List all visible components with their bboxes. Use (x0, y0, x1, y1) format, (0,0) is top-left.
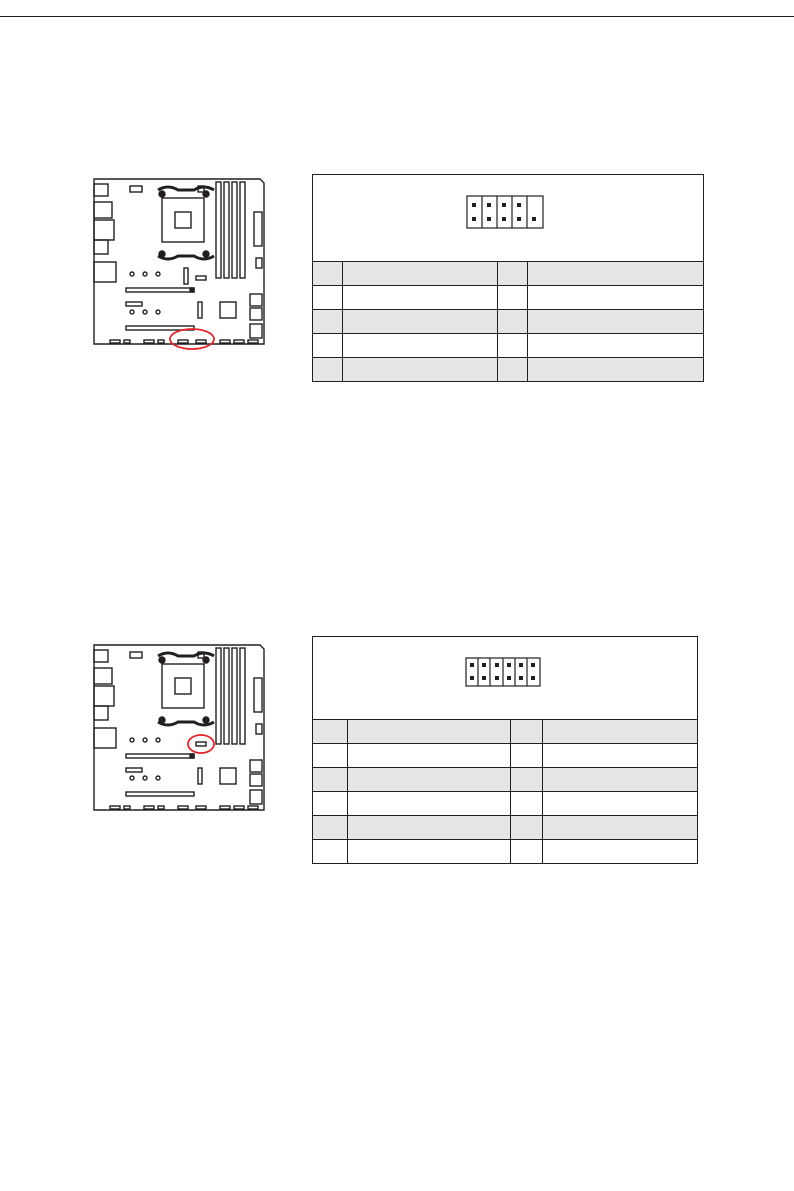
pin-number-cell (510, 839, 542, 863)
motherboard-layout-image (90, 176, 266, 352)
signal-name-cell (542, 719, 697, 743)
pinout-grid (313, 719, 697, 864)
motherboard-diagram (90, 176, 266, 352)
pin-header-icon (465, 657, 541, 687)
pin-number-cell (497, 309, 527, 333)
signal-name-cell (542, 743, 697, 767)
pin-number-cell (313, 333, 342, 357)
pinout-table (312, 636, 698, 864)
signal-name-cell (527, 357, 703, 381)
pinout-table (312, 174, 704, 382)
pin-number-cell (313, 839, 347, 863)
table-row (313, 791, 697, 815)
table-row (313, 839, 697, 863)
pin-number-cell (313, 791, 347, 815)
table-row (313, 815, 697, 839)
pin-header-icon (466, 195, 544, 229)
connector-header (313, 637, 697, 711)
signal-name-cell (342, 357, 497, 381)
pin-number-cell (510, 719, 542, 743)
pin-number-cell (313, 767, 347, 791)
pin-number-cell (497, 357, 527, 381)
signal-name-cell (542, 791, 697, 815)
pin-number-cell (313, 719, 347, 743)
table-row (313, 743, 697, 767)
pin-number-cell (313, 357, 342, 381)
pin-number-cell (313, 815, 347, 839)
pin-number-cell (497, 261, 527, 285)
signal-name-cell (527, 261, 703, 285)
pin-number-cell (313, 309, 342, 333)
table-row (313, 309, 703, 333)
pin-number-cell (510, 743, 542, 767)
signal-name-cell (542, 767, 697, 791)
table-row (313, 767, 697, 791)
pin-number-cell (497, 333, 527, 357)
table-row (313, 333, 703, 357)
signal-name-cell (347, 815, 510, 839)
signal-name-cell (342, 309, 497, 333)
table-row (313, 285, 703, 309)
signal-name-cell (342, 261, 497, 285)
table-row (313, 261, 703, 285)
signal-name-cell (347, 767, 510, 791)
signal-name-cell (527, 333, 703, 357)
pin-number-cell (313, 285, 342, 309)
signal-name-cell (542, 839, 697, 863)
signal-name-cell (347, 743, 510, 767)
pin-number-cell (510, 815, 542, 839)
pin-number-cell (510, 791, 542, 815)
connector-header (313, 175, 703, 253)
highlight-ellipse (170, 329, 214, 349)
signal-name-cell (527, 309, 703, 333)
table-row (313, 719, 697, 743)
signal-name-cell (347, 791, 510, 815)
table-row (313, 357, 703, 381)
header-rule (0, 16, 794, 17)
signal-name-cell (347, 839, 510, 863)
signal-name-cell (342, 333, 497, 357)
signal-name-cell (347, 719, 510, 743)
pinout-grid (313, 261, 703, 382)
pin-number-cell (497, 285, 527, 309)
signal-name-cell (542, 815, 697, 839)
pin-number-cell (313, 261, 342, 285)
signal-name-cell (342, 285, 497, 309)
highlight-ellipse (188, 735, 214, 753)
motherboard-layout-image (90, 642, 266, 818)
pin-number-cell (313, 743, 347, 767)
pin-number-cell (510, 767, 542, 791)
signal-name-cell (527, 285, 703, 309)
motherboard-diagram (90, 642, 266, 818)
